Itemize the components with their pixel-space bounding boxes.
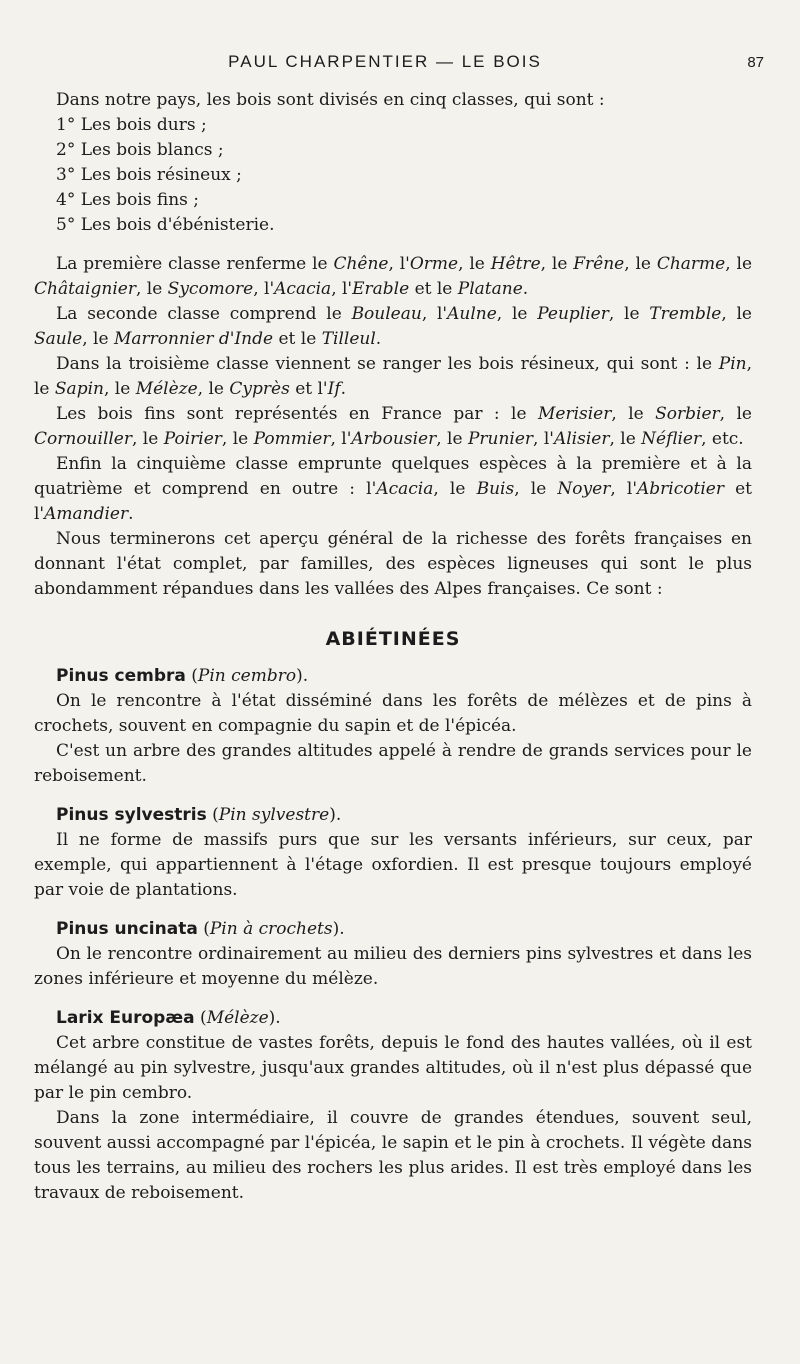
intro-paragraph: Dans notre pays, les bois sont divisés en cinq classes, qui sont : xyxy=(56,90,605,110)
paragraph-third-class: Dans la troisième classe viennent se ranger les bois résineux, qui sont : le Pin, le Sapin, le Mélèze, le Cyprès et l'If. xyxy=(34,354,752,399)
species-title: Pinus sylvestris (Pin sylvestre). xyxy=(56,805,342,825)
species-latin-name: Larix Europæa xyxy=(56,1008,195,1028)
class-item: 1° Les bois durs ; xyxy=(56,115,207,135)
species-entry xyxy=(34,803,752,903)
class-item: 2° Les bois blancs ; xyxy=(56,140,224,160)
species-common-name: Pin cembro xyxy=(197,666,297,686)
class-list xyxy=(34,113,752,238)
section-heading: ABIÉTINÉES xyxy=(325,628,461,650)
page-number: 87 xyxy=(747,54,764,71)
species-paragraph: C'est un arbre des grandes altitudes appelé à rendre de grands services pour le reboisement. xyxy=(34,741,752,786)
paragraph-fourth-class: Les bois fins sont représentés en France par : le Merisier, le Sorbier, le Cornouiller, le Poirier, le Pommier, l'Arbousier, le Prunier, l'Alisier, le Néflier, etc. xyxy=(34,404,752,449)
species-entry xyxy=(34,664,752,789)
species-paragraph: Dans la zone intermédiaire, il couvre de grandes étendues, souvent seul, souvent aussi accompagné par l'épicéa, le sapin et le pin à crochets. Il végète dans tous les terrains, au milieu des rochers les plus arides. Il est très employé dans les travaux de reboisement. xyxy=(34,1108,752,1203)
header-title: PAUL CHARPENTIER — LE BOIS xyxy=(228,52,542,71)
species-paragraph: On le rencontre à l'état disséminé dans les forêts de mélèzes et de pins à crochets, souvent en compagnie du sapin et de l'épicéa. xyxy=(34,691,752,736)
species-title: Pinus cembra (Pin cembro). xyxy=(56,666,309,686)
species-common-name: Mélèze xyxy=(206,1008,269,1028)
paragraph-fifth-class: Enfin la cinquième classe emprunte quelques espèces à la première et à la quatrième et comprend en outre : l'Acacia, le Buis, le Noyer, l'Abricotier et l'Amandier. xyxy=(34,454,753,524)
species-paragraph: On le rencontre ordinairement au milieu des derniers pins sylvestres et dans les zones inférieure et moyenne du mélèze. xyxy=(34,944,752,989)
paragraph-first-class: La première classe renferme le Chêne, l'Orme, le Hêtre, le Frêne, le Charme, le Châtaignier, le Sycomore, l'Acacia, l'Erable et le Platane. xyxy=(34,254,753,299)
class-item: 3° Les bois résineux ; xyxy=(56,165,242,185)
paragraph-alpes: Nous terminerons cet aperçu général de la richesse des forêts françaises en donnant l'état complet, par familles, des espèces ligneuses qui sont le plus abondamment répandues dans les vallées des Alpes françaises. Ce sont : xyxy=(34,529,752,599)
species-title: Pinus uncinata (Pin à crochets). xyxy=(56,919,345,939)
species-latin-name: Pinus sylvestris xyxy=(56,805,207,825)
species-common-name: Pin sylvestre xyxy=(218,805,330,825)
species-entry xyxy=(34,1006,752,1206)
species-latin-name: Pinus cembra xyxy=(56,666,186,686)
species-entry xyxy=(34,917,752,992)
running-header xyxy=(0,52,800,76)
class-item: 4° Les bois fins ; xyxy=(56,190,200,210)
paragraph-second-class: La seconde classe comprend le Bouleau, l'Aulne, le Peuplier, le Tremble, le Saule, le Marronnier d'Inde et le Tilleul. xyxy=(34,304,752,349)
species-paragraph: Cet arbre constitue de vastes forêts, depuis le fond des hautes vallées, où il est mélangé au pin sylvestre, jusqu'aux grandes altitudes, où il n'est plus dépassé que par le pin cembro. xyxy=(34,1033,752,1103)
species-title: Larix Europæa (Mélèze). xyxy=(56,1008,281,1028)
species-latin-name: Pinus uncinata xyxy=(56,919,198,939)
species-paragraph: Il ne forme de massifs purs que sur les versants inférieurs, sur ceux, par exemple, qui appartiennent à l'étage oxfordien. Il est presque toujours employé par voie de plantations. xyxy=(34,830,752,900)
species-common-name: Pin à crochets xyxy=(209,919,333,939)
page-body xyxy=(34,88,752,1206)
class-item: 5° Les bois d'ébénisterie. xyxy=(56,215,275,235)
